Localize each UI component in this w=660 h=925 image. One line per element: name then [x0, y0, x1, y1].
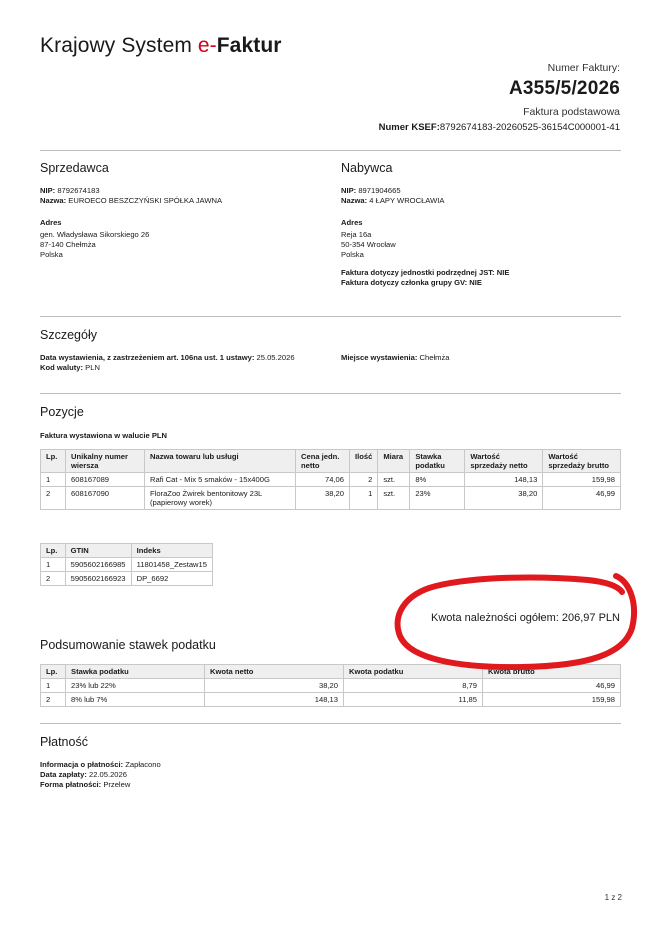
logo-accent: e- — [197, 34, 217, 57]
invoice-header — [379, 62, 620, 133]
seller-address-line: gen. Władysława Sikorskiego 26 — [40, 230, 150, 239]
seller-name: Nazwa: EUROECO BESZCZYŃSKI SPÓŁKA JAWNA — [40, 196, 223, 205]
payment-date: Data zapłaty: 22.05.2026 — [40, 770, 127, 779]
table-header-row: Lp. GTIN Indeks — [41, 544, 213, 558]
table-header-row: Lp. Stawka podatku Kwota netto Kwota podatku Kwota brutto — [41, 665, 621, 679]
currency-code: Kod waluty: PLN — [40, 363, 100, 372]
seller-title: Sprzedawca — [40, 161, 109, 175]
ksef-logo — [40, 34, 282, 58]
divider — [40, 723, 621, 724]
payment-title: Płatność — [40, 735, 88, 749]
buyer-address-line: Polska — [341, 250, 364, 259]
invoice-number: A355/5/2026 — [508, 78, 620, 99]
table-row: 2 5905602166923 DP_6692 — [41, 572, 213, 586]
invoice-number-label: Numer Faktury: — [547, 62, 620, 74]
table-row: 1 23% lub 22% 38,20 8,79 46,99 — [41, 679, 621, 693]
table-row: 1 5905602166985 11801458_Zestaw15 — [41, 558, 213, 572]
ksef-number-line — [379, 122, 620, 133]
logo-text-bold: Faktur — [216, 34, 282, 57]
invoice-type: Faktura podstawowa — [523, 106, 620, 118]
total-value: 206,97 PLN — [561, 612, 620, 624]
buyer-name: Nazwa: 4 ŁAPY WROCŁAWIA — [341, 196, 445, 205]
divider — [40, 316, 621, 317]
seller-nip: NIP: 8792674183 — [40, 186, 100, 195]
tax-summary-section — [40, 638, 621, 707]
seller-address-line: 87-140 Chełmża — [40, 240, 96, 249]
table-header-row: Lp. Unikalny numer wiersza Nazwa towaru lub usługi Cena jedn. netto Ilość Miara Stawka podatku Wartość sprzedaży netto Wartość sprzedaży brutto — [41, 450, 621, 473]
items-section — [40, 405, 621, 510]
details-section — [40, 328, 621, 375]
buyer-title: Nabywca — [341, 161, 393, 175]
items-table — [40, 449, 621, 510]
divider — [40, 393, 621, 394]
ksef-number: 8792674183-20260525-36154C000001-41 — [439, 122, 620, 133]
table-row: 2 608167090 FloraZoo Żwirek bentonitowy 23L (papierowy worek) 38,20 1 szt. 23% 38,20 46,99 — [41, 487, 621, 510]
buyer-section — [341, 161, 621, 288]
buyer-jst: Faktura dotyczy jednostki podrzędnej JST: NIE — [341, 268, 510, 277]
issue-place: Miejsce wystawienia: Chełmża — [341, 353, 450, 362]
buyer-nip: NIP: 8971904665 — [341, 186, 401, 195]
payment-info: Informacja o płatności: Zapłacono — [40, 760, 161, 769]
tax-summary-table — [40, 664, 621, 707]
payment-section — [40, 735, 440, 790]
table-row: 1 608167089 Rafi Cat - Mix 5 smaków - 15x400G 74,06 2 szt. 8% 148,13 159,98 — [41, 473, 621, 487]
buyer-address-line: Reja 16a — [341, 230, 372, 239]
table-row: 2 8% lub 7% 148,13 11,85 159,98 — [41, 693, 621, 707]
seller-address-label: Adres — [40, 218, 62, 227]
divider — [40, 150, 621, 151]
payment-method: Forma płatności: Przelew — [40, 780, 131, 789]
total-amount — [431, 612, 620, 624]
buyer-address-label: Adres — [341, 218, 363, 227]
items-title: Pozycje — [40, 405, 84, 419]
details-title: Szczegóły — [40, 328, 97, 342]
gtin-table — [40, 543, 213, 586]
total-label: Kwota należności ogółem: — [431, 612, 559, 624]
seller-section — [40, 161, 320, 260]
buyer-address-line: 50-354 Wrocław — [341, 240, 396, 249]
logo-text: Krajowy System — [40, 34, 198, 57]
buyer-gv: Faktura dotyczy członka grupy GV: NIE — [341, 278, 482, 287]
currency-note: Faktura wystawiona w walucie PLN — [40, 431, 168, 440]
issue-date: Data wystawienia, z zastrzeżeniem art. 106na ust. 1 ustawy: 25.05.2026 — [40, 353, 295, 362]
tax-summary-title: Podsumowanie stawek podatku — [40, 638, 216, 652]
ksef-label: Numer KSEF: — [378, 122, 440, 133]
seller-address-line: Polska — [40, 250, 63, 259]
page-number: 1 z 2 — [604, 893, 622, 902]
